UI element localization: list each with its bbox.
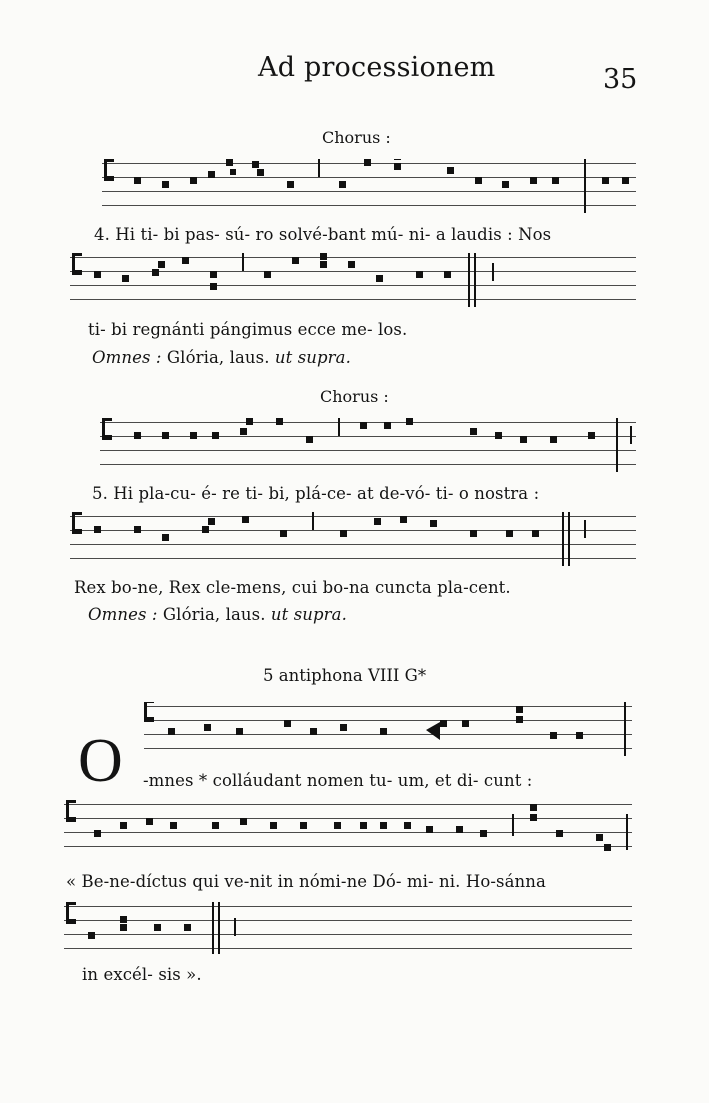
antiphon-heading: 5 antiphona VIII G* <box>263 666 427 685</box>
omnes-text: Glória, laus. <box>166 348 270 367</box>
lyric-line: Rex bo-ne, Rex cle-mens, cui bo-na cuncta pla-cent. <box>74 578 511 597</box>
lyric-line: 5. Hi pla-cu- é- re ti- bi, plá-ce- at de-vó- ti- o nostra : <box>92 484 540 503</box>
omnes-tail: ut supra. <box>270 605 347 624</box>
lyric-line: -mnes * colláudant nomen tu- um, et di- cunt : <box>143 771 533 790</box>
omnes-label: Omnes : <box>92 348 162 367</box>
omnes-label: Omnes : <box>88 605 158 624</box>
omnes-text: Glória, laus. <box>162 605 266 624</box>
chant-staff-3 <box>100 418 636 474</box>
neumes <box>70 253 636 309</box>
lyric-line: 4. Hi ti- bi pas- sú- ro solvé-bant mú- ni- a laudis : Nos <box>94 225 552 244</box>
chant-staff-4 <box>70 512 636 568</box>
neumes <box>70 512 636 568</box>
neumes <box>144 702 632 758</box>
neumes <box>64 902 632 958</box>
chant-staff-5 <box>144 702 632 758</box>
chorus-label: Chorus : <box>320 387 389 406</box>
lyric-line: in excél- sis ». <box>82 965 202 984</box>
omnes-tail: ut supra. <box>274 348 351 367</box>
chant-staff-1 <box>102 159 636 215</box>
lyric-line: « Be-ne-díctus qui ve-nit in nómi-ne Dó- mi- ni. Ho-sánna <box>66 872 546 891</box>
page-title: Ad processionem <box>258 52 496 83</box>
neumes <box>100 418 636 474</box>
neumes <box>64 800 632 856</box>
chant-staff-6 <box>64 800 632 856</box>
chant-staff-7 <box>64 902 632 958</box>
initial-letter: O <box>78 727 123 795</box>
lyric-line: ti- bi regnánti pángimus ecce me- los. <box>88 320 408 339</box>
chorus-label: Chorus : <box>322 128 391 147</box>
neumes <box>102 159 636 215</box>
chant-staff-2 <box>70 253 636 309</box>
page-number: 35 <box>603 64 638 95</box>
